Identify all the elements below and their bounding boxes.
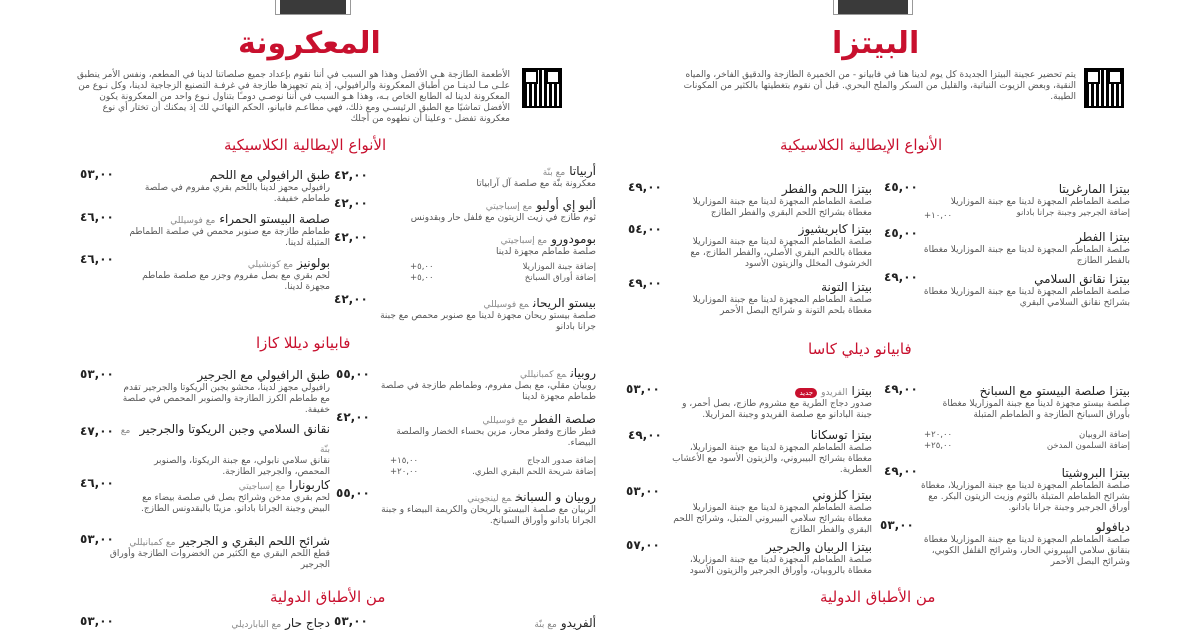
addon-price: +١٠,٠٠ (924, 211, 953, 221)
item-price: ٥٧,٠٠ (626, 538, 660, 552)
item-price: ٥٣,٠٠ (626, 484, 660, 498)
item-price: ٥٣,٠٠ (80, 532, 114, 546)
menu-item: ديافولو صلصة الطماطم المجهزة لدينا مع جبنة الموزاريلا مغطاة بنقانق سلامي البيبروني الحار، وشرائح الفلفل الكوبي، وشرائح البصل الأحمر (923, 520, 1130, 567)
menu-item: بيتزا صلصة البيستو مع السبانخ صلصة بيستو مجهزة لدينا مع جبنة الموزاريلا مغطاة بأوراق السبانخ الطازجة و الطماطم المتبلة (942, 384, 1130, 420)
pasta-qr-code[interactable] (524, 70, 560, 106)
menu-item: بومودورومع إسباجيتي صلصة طماطم مجهزة لدينا (496, 232, 596, 257)
item-price: ٤٦,٠٠ (80, 476, 114, 490)
pizza-casa-title: فابيانو ديلي كاسا (808, 340, 912, 358)
item-price: ٤٢,٠٠ (334, 230, 368, 244)
menu-item: بيستو الريحانمع فوسيللي صلصة بيستو ريحان مجهزة لدينا مع صنوبر محمص مع جبنة جرانا بادانو (380, 296, 596, 332)
menu-item: طبق الرافيولي مع الجرجير رافيولي مجهز لدينا، محشو بجبن الريكوتا والجرجير تقدم مع طماطم الكرز الطازجة والصنوبر المحمص في صلصة خفيفة. (122, 368, 330, 415)
item-price: ٤٦,٠٠ (80, 252, 114, 266)
menu-item: بيتزا كلزوني صلصة الطماطم المجهزة لدينا مع جبنة الموزاريلا مغطاة بشرائح سلامي البيبروني المتبل، وشرائح اللحم البقري والفطر الطازج (673, 488, 872, 535)
menu-item: طبق الرافيولي مع اللحم رافيولي محهز لدينا باللحم بقري مفروم في صلصة طماطم خفيفة. (144, 168, 330, 204)
pizza-qr-code[interactable] (1086, 70, 1122, 106)
pasta-intl-title: من الأطباق الدولية (270, 588, 386, 606)
menu-item: شرائح اللحم البقري و الجرجيرمع كمبانيللي قطع اللحم البقري مع الكثير من الخضروات الطازجة وأوراق الجرجير (109, 534, 330, 570)
item-price: ٤٩,٠٠ (884, 270, 918, 284)
item-price: ٥٣,٠٠ (80, 614, 114, 628)
item-price: ٤٩,٠٠ (628, 180, 662, 194)
addon-price: +٢٠,٠٠ (390, 467, 419, 477)
menu-item: روبيانمع كمبانيللي روبيان مقلي، مع بصل مفروم، وطماطم طازجة في صلصة طماطم مجهزة لدينا (380, 366, 596, 402)
pasta-intro: الأطعمة الطازجة هـي الأفضل وهذا هو السبب في أننا نقوم بإعداد جميع صلصاتنا لدينا في المطعم، ونفس الأمر ينطبق علـى مـا لدينـا من أطباق المعكرونة والرافيولي، إذ يتم تجهيزها طازجة في غرفـة التصنيع الزجاجية لدينا، وكل نـوع من المعكرونة لدينا له الطابع الخاص بـه، وهذا هـو السبب في أننا نوصـي دومـًا بتناول نـوع واحد من المعكرونة يكون الأفضل تماشيًا مع الطبق الرئيسـي ومع ذلك، فهي مطاعـم فابيانو، الحكم النهائـي لك إذ يمكنك أن تختار أي نوع معكرونة تفضل - وعلينا أن نطهوه من أجلك (77, 70, 510, 124)
item-price: ٥٥,٠٠ (336, 367, 370, 381)
pizza-intl-title: من الأطباق الدولية (820, 588, 936, 606)
menu-item: ألفريدومع بنّة (534, 616, 596, 630)
menu-item: بيتزا اللحم والفطر صلصة الطماطم المجهزة لدينا مع جبنة الموزاريلا مغطاة بشرائح اللحم البقري والفطر الطازج (692, 182, 872, 218)
addon-price: +٥,٠٠ (410, 262, 434, 272)
menu-item: أربياتامع بنّة معكرونة بنّة مع صلصة آل آرابياتا (476, 164, 596, 189)
menu-item: روبيان و السبانخمع لينجويني الربيان مع صلصة البيستو بالريحان والكريمة البيضاء و جبنة الجرانا بادانو وأوراق السبانخ. (381, 490, 596, 526)
new-badge: جديد (795, 388, 817, 398)
menu-item: بيتزاالفريدوجديد صدور دجاج الطرية مع مشروم طازج، بصل أحمر، و جبنة البادانو مع صلصة الفريدو وجبنة المزاريلا. (682, 384, 872, 420)
item-price: ٥٥,٠٠ (336, 486, 370, 500)
menu-item: بيتزا نقانق السلامي صلصة الطماطم المجهزة لدينا مع جبنة الموزاريلا مغطاة بشرائح نقانق السلامي البقري (923, 272, 1130, 308)
menu-item: صلصة البيستو الحمراءمع فوسيللي طماطم طازجة مع صنوبر محمص في صلصة الطماطم المتبلة لدينا. (129, 212, 330, 248)
item-price: ٥٣,٠٠ (880, 518, 914, 532)
menu-item: كاربونارامع إسباجيتي لحم بقري مدخن وشرائح بصل في صلصة بيضاء مع البيض وجبنة الجرانا بادانو. مزينًا بالبقدونس الطازج. (140, 478, 330, 514)
menu-item: بيتزا الفطر صلصة الطماطم المجهزة لدينا مع جبنة الموزاريلا مغطاة بالفطر الطازج (923, 230, 1130, 266)
addon-price: +٢٥,٠٠ (924, 441, 953, 451)
item-price: ٤٩,٠٠ (628, 428, 662, 442)
menu-item: بيتزا البروشيتا صلصة الطماطم المجهزة لدينا مع جبنة الموزاريلا، مغطاة بشرائح الطماطم المتبلة بالثوم وزيت الزيتون البكر. مع أوراق الجرجير وجبنة جرانا بادانو. (920, 466, 1130, 513)
menu-item: بولونيزمع كونشيلي لحم بقري مع بصل مفروم وجزر مع صلصة طماطم مجهزة لدينا. (142, 256, 330, 292)
item-price: ٤٩,٠٠ (884, 464, 918, 478)
item-addon: إضافة جبنة الموزاريلا إضافة أوراق السبانخ (522, 262, 596, 283)
menu-item: بيتزا المارغريتا صلصة الطماطم المجهزة لدينا مع جبنة الموزاريلا إضافة الجرجير وجبنة جرانا بادانو (950, 182, 1130, 218)
pasta-photo (276, 0, 350, 14)
item-price: ٥٣,٠٠ (626, 382, 660, 396)
addon-price: +١٥,٠٠ (390, 456, 419, 466)
menu-item: بيتزا كابريشيوز صلصة الطماطم المجهزة لدينا مع جبنة الموزاريلا مغطاة باللحم البقري الأصلي، والفطر الطازج، مع الخرشوف المخلل والزيتون الأسود (690, 222, 872, 269)
pizza-title: البيتزا (832, 26, 920, 61)
addon-price: +٥,٠٠ (410, 273, 434, 283)
item-addon: إضافة صدور الدجاج إضافة شريحة اللحم البقري الطري. (472, 456, 596, 477)
item-price: ٥٤,٠٠ (628, 222, 662, 236)
item-price: ٤٦,٠٠ (80, 210, 114, 224)
item-addon: إضافة الروبيان إضافة السلمون المدخن (1046, 430, 1130, 451)
item-price: ٤٢,٠٠ (334, 196, 368, 210)
menu-item: بيتزا توسكانا صلصة الطماطم المجهزة لدينا مع جبنة الموزاريلا، مغطاة بشرائح البيبروني، والزيتون الأسود مع الأعشاب العطرية. (672, 428, 872, 475)
item-price: ٥٣,٠٠ (334, 614, 368, 628)
pizza-photo (834, 0, 912, 14)
menu-item: بيتزا التونة صلصة الطماطم المجهزة لدينا مع جبنة الموزاريلا مغطاة بلحم التونة و شرائح البصل الأحمر (692, 280, 872, 316)
pasta-classic-title: الأنواع الإيطالية الكلاسيكية (224, 136, 387, 154)
item-price: ٤٩,٠٠ (628, 276, 662, 290)
item-price: ٤٩,٠٠ (884, 382, 918, 396)
item-price: ٤٢,٠٠ (336, 410, 370, 424)
pasta-casa-title: فابيانو ديللا كازا (256, 334, 351, 352)
pizza-intro: يتم تحضير عجينة البيتزا الجديدة كل يوم لدينا هنا في فابيانو - من الخميرة الطازجة والدقيق الفاخر، والمياه النقية، وبعض الزيوت النباتية، والقليل من السكر والملح البحري. قبل أن نقوم بتغطيتها بالكثير من المكونات الطيبة. (683, 70, 1076, 102)
menu-item: نقانق السلامي وجبن الريكوتا والجرجير مع بنّة نقانق سلامي نابولي، مع جبنة الريكوتا، والصنوبر المحمص، والجرجير الطازجة. (120, 422, 330, 477)
pasta-title: المعكرونة (238, 26, 381, 61)
item-price: ٤٥,٠٠ (884, 226, 918, 240)
item-price: ٥٣,٠٠ (80, 367, 114, 381)
menu-item: دجاج حارمع الباباردیلي (231, 616, 330, 630)
menu-item: صلصة الفطرمع فوسيللي فطر طازج وفطر محار، مزين بحساء الخضار والصلصة البيضاء. (396, 412, 596, 448)
item-price: ٤٢,٠٠ (334, 168, 368, 182)
menu-item: بيتزا الربيان والجرجير صلصة الطماطم المجهزة لدينا مع جبنة الموزاريلا، مغطاة بالروبيان، وأوراق الجرجير والزيتون الأسود (689, 540, 872, 576)
menu-item: ألبو إي أوليومع إسباجيتي ثوم طازج في زيت الزيتون مع فلفل حار وبقدونس (410, 198, 596, 223)
item-price: ٤٢,٠٠ (334, 292, 368, 306)
item-price: ٤٥,٠٠ (884, 180, 918, 194)
pizza-classic-title: الأنواع الإيطالية الكلاسيكية (780, 136, 943, 154)
addon-price: +٢٠,٠٠ (924, 430, 953, 440)
item-price: ٥٣,٠٠ (80, 167, 114, 181)
item-price: ٤٧,٠٠ (80, 424, 114, 438)
